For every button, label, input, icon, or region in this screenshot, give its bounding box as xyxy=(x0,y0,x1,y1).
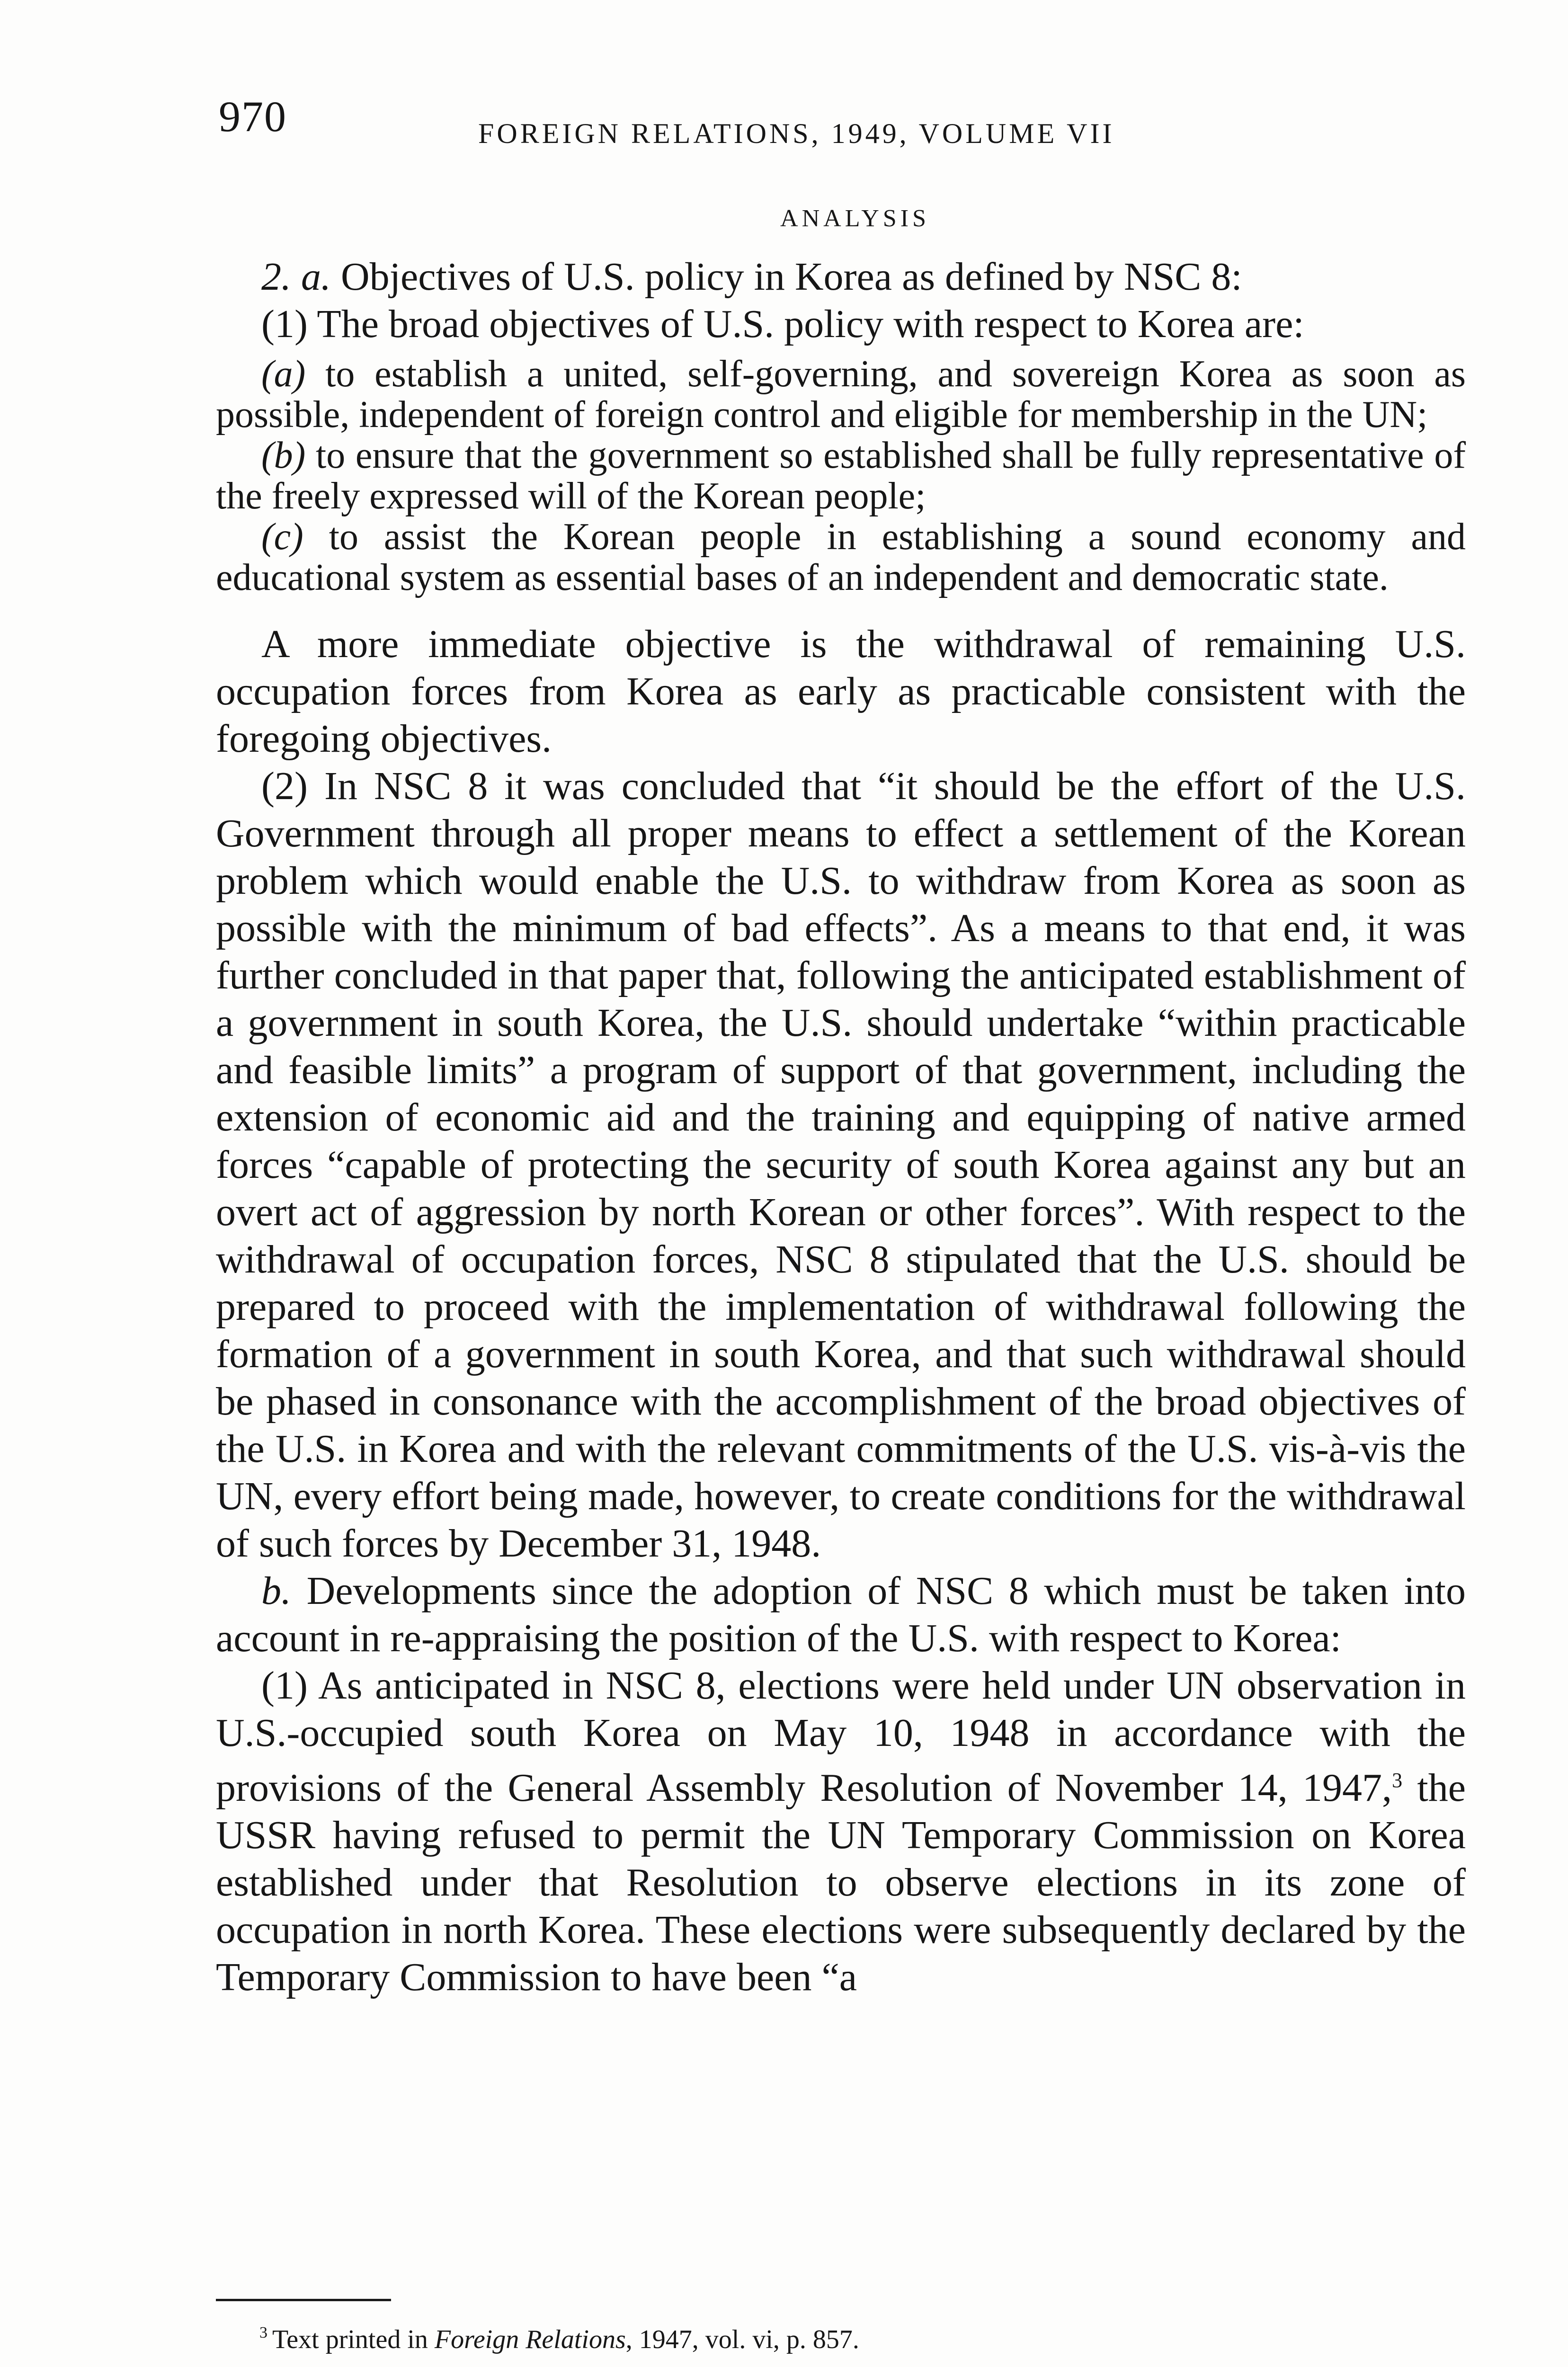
footnote xyxy=(259,2316,859,2356)
paragraph-elections xyxy=(216,1662,1466,2001)
footnote-suffix: , 1947, vol. vi, p. 857. xyxy=(625,2325,859,2354)
paragraph-nsc8-conclusions: (2) In NSC 8 it was concluded that “it should be the effort of the U.S. Government through all proper means to effect a settlement of the Korean problem which would enable the U.S. to withdraw from Korea as soon as possible with the minimum of bad effects”. As a means to that end, it was further concluded in that paper that, following the anticipated establishment of a government in south Korea, the U.S. should undertake “within practicable and feasible limits” a program of support of that government, including the extension of economic aid and the training and equipping of native armed forces “capable of protecting the security of south Korea against any but an overt act of aggression by north Korean or other forces”. With respect to the withdrawal of occupation forces, NSC 8 stipulated that the U.S. should be prepared to proceed with the implementation of withdrawal following the formation of a government in south Korea, and that such withdrawal should be phased in consonance with the accomplishment of the broad objectives of the U.S. in Korea and with the relevant commitments of the U.S. vis-à-vis the UN, every effort being made, however, to create conditions for the withdrawal of such forces by December 31, 1948. xyxy=(216,764,1466,1566)
paragraph-text: to establish a united, self-governing, and sovereign Korea as soon as possible, independent of foreign control and eligible for membership in the UN; xyxy=(216,353,1466,436)
paragraph-objective-c xyxy=(216,516,1466,598)
paragraph-text: (1) As anticipated in NSC 8, elections were held under UN observation in U.S.-occupied south Korea on May 10, 1948 in accordance with the provisions of the General Assembly Resolution of November 14, 1947, xyxy=(216,1664,1466,1810)
paragraph-developments-heading xyxy=(216,1567,1466,1662)
paragraph-text: to ensure that the government so established shall be fully representative of the freely expressed will of the Korean people; xyxy=(216,435,1466,517)
running-title: FOREIGN RELATIONS, 1949, VOLUME VII xyxy=(478,118,1115,149)
footnote-prefix: Text printed in xyxy=(272,2325,435,2354)
paragraph-label: 2. a. xyxy=(261,255,331,299)
footnote-reference: 3 xyxy=(1392,1769,1403,1792)
paragraph-text: to assist the Korean people in establishing a sound economy and educational system as essential bases of an independent and democratic state. xyxy=(216,516,1466,598)
body-text xyxy=(216,253,1466,2001)
paragraph-label: (a) xyxy=(261,353,306,395)
paragraph-label: (b) xyxy=(261,435,306,476)
section-title: ANALYSIS xyxy=(780,205,930,232)
paragraph-objectives-heading xyxy=(216,253,1466,301)
paragraph-text: Developments since the adoption of NSC 8 which must be taken into account in re-appraising the position of the U.S. with respect to Korea: xyxy=(216,1569,1466,1660)
footnote-marker: 3 xyxy=(259,2324,267,2341)
paragraph-text: Objectives of U.S. policy in Korea as defined by NSC 8: xyxy=(341,255,1242,299)
page-number: 970 xyxy=(219,92,287,141)
paragraph-label: b. xyxy=(261,1569,291,1613)
paragraph-label: (c) xyxy=(261,516,303,558)
footnote-title: Foreign Relations xyxy=(434,2325,626,2354)
paragraph-immediate-objective: A more immediate objective is the withdrawal of remaining U.S. occupation forces from Korea as early as practicable consistent with the foregoing objectives. xyxy=(216,622,1466,761)
paragraph-objective-a xyxy=(216,354,1466,435)
paragraph-broad-objectives: (1) The broad objectives of U.S. policy with respect to Korea are: xyxy=(261,302,1304,346)
footnote-divider xyxy=(216,2299,391,2301)
paragraph-text: the USSR having refused to permit the UN Temporary Commission on Korea established under that Resolution to observe elections in its zone of occupation in north Korea. These elections were subsequently declared by the Temporary Commission to have been “a xyxy=(216,1766,1466,1999)
paragraph-objective-b xyxy=(216,435,1466,516)
